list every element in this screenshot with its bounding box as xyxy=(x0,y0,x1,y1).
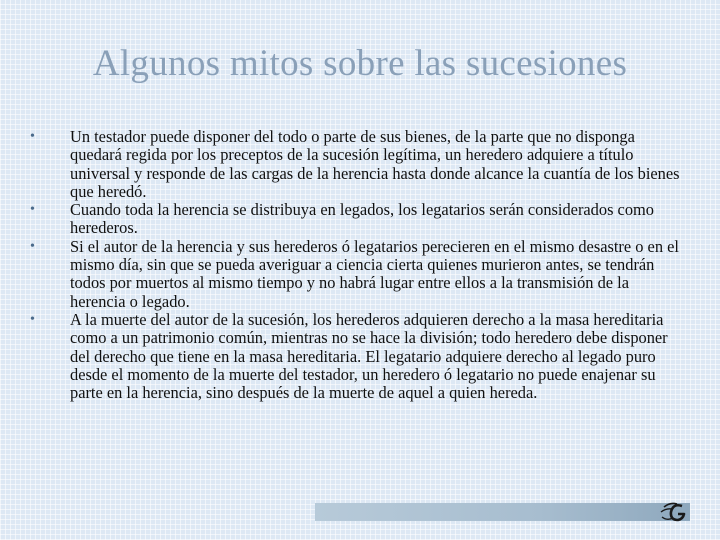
bullet-item xyxy=(30,128,680,201)
slide-title: Algunos mitos sobre las sucesiones xyxy=(92,43,628,84)
bullet-text: Cuando toda la herencia se distribuya en legados, los legatarios serán considerados como herederos. xyxy=(70,200,654,238)
bullet-icon: • xyxy=(30,238,35,254)
g-logo-icon xyxy=(658,499,688,525)
bullet-text: Un testador puede disponer del todo o parte de sus bienes, de la parte que no disponga quedará regida por los preceptos de la sucesión legítima, un heredero adquiere a título universal y responde de las cargas de la herencia hasta donde alcance la cuantía de los bienes que heredó. xyxy=(70,127,680,201)
bullet-item xyxy=(30,201,680,238)
bullet-item xyxy=(30,238,680,311)
bullet-icon: • xyxy=(30,311,35,327)
bullet-item xyxy=(30,311,680,402)
bullet-icon: • xyxy=(30,129,35,144)
bullet-list xyxy=(30,128,680,402)
footer-bar xyxy=(315,503,690,521)
bullet-icon: • xyxy=(30,202,35,218)
bullet-text: A la muerte del autor de la sucesión, los herederos adquieren derecho a la masa hereditaria como a un patrimonio común, mientras no se hace la división; todo heredero debe disponer del derecho que tiene en la masa hereditaria. El legatario adquiere derecho al legado puro desde el momento de la muerte del testador, un heredero ó legatario no puede enajenar su parte en la herencia, sino después de la muerte de aquel a quien hereda. xyxy=(70,309,668,403)
bullet-text: Si el autor de la herencia y sus herederos ó legatarios perecieren en el mismo desastre o en el mismo día, sin que se pueda averiguar a ciencia cierta quienes murieron antes, se tendrán todos por muertos al mismo tiempo y no habrá lugar entre ellos a la transmisión de la herencia o legado. xyxy=(70,236,679,311)
